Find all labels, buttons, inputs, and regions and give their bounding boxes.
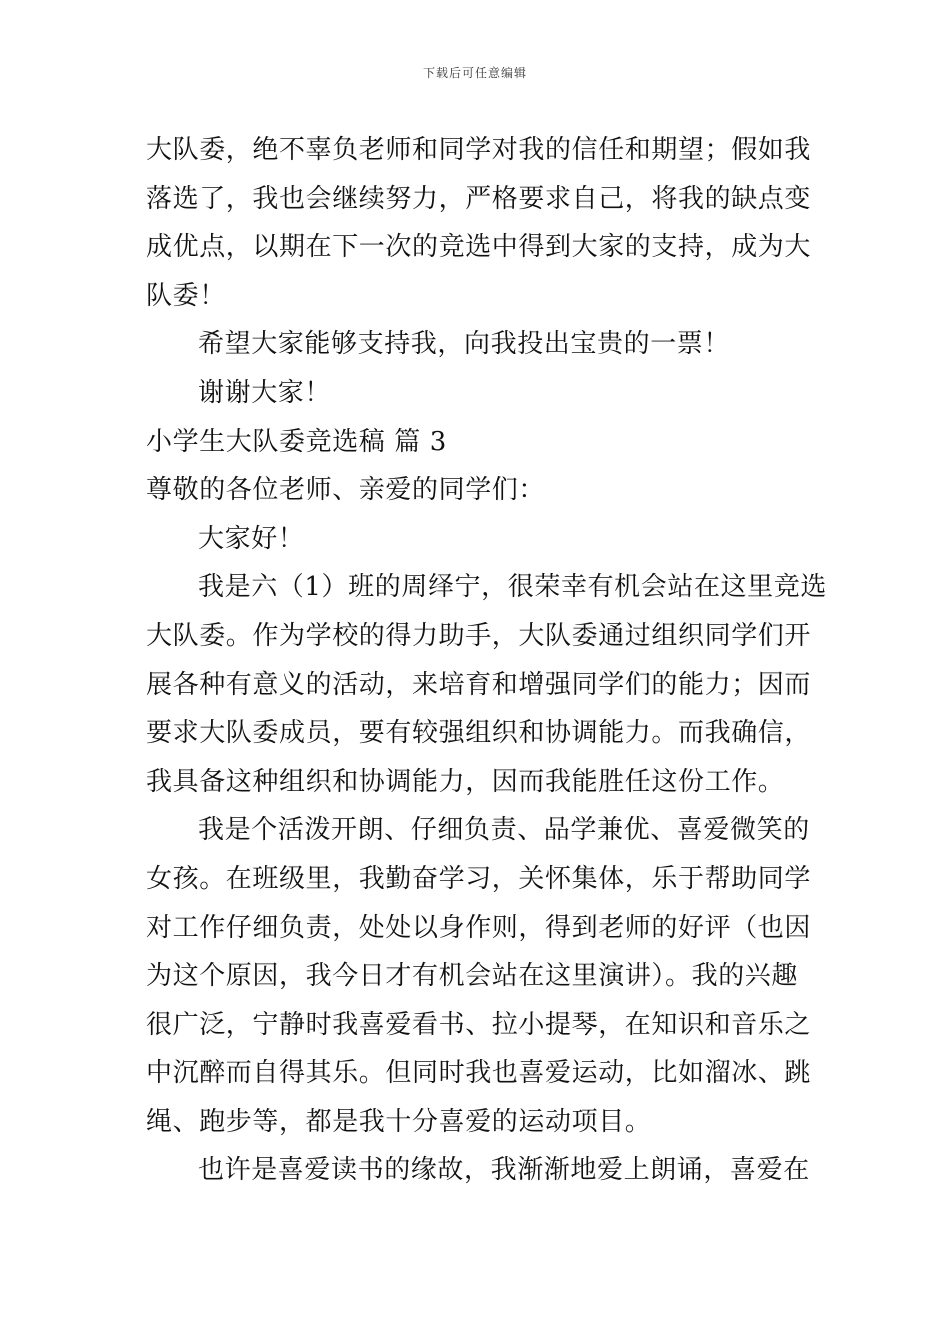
text-line: 要求大队委成员，要有较强组织和协调能力。而我确信， (146, 718, 812, 749)
page-header: 下载后可任意编辑 (422, 66, 527, 80)
text-line: 队委！ (146, 280, 226, 311)
text-line: 我具备这种组织和协调能力，因而我能胜任这份工作。 (146, 766, 785, 797)
document-body (146, 126, 827, 1195)
text-line: 希望大家能够支持我，向我投出宝贵的一票！ (198, 329, 731, 360)
text-line: 也许是喜爱读书的缘故，我渐渐地爱上朗诵，喜爱在 (198, 1155, 810, 1186)
salutation: 尊敬的各位老师、亲爱的同学们： (146, 475, 546, 506)
section-heading: 小学生大队委竞选稿 篇 3 (146, 426, 447, 457)
text-line: 为这个原因，我今日才有机会站在这里演讲）。我的兴趣 (146, 961, 799, 992)
text-line: 大家好！ (198, 523, 305, 554)
text-line: 绳、跑步等，都是我十分喜爱的运动项目。 (146, 1106, 652, 1137)
text-line: 展各种有意义的活动，来培育和增强同学们的能力；因而 (146, 669, 812, 700)
text-line: 我是六（1）班的周绎宁，很荣幸有机会站在这里竞选 (198, 572, 827, 603)
text-line: 很广泛，宁静时我喜爱看书、拉小提琴，在知识和音乐之 (146, 1009, 812, 1040)
text-line: 对工作仔细负责，处处以身作则，得到老师的好评（也因 (146, 912, 812, 943)
text-line: 女孩。在班级里，我勤奋学习，关怀集体，乐于帮助同学 (146, 863, 812, 894)
text-line: 大队委，绝不辜负老师和同学对我的信任和期望；假如我 (146, 135, 812, 165)
text-line: 我是个活泼开朗、仔细负责、品学兼优、喜爱微笑的 (198, 815, 810, 846)
text-line: 大队委。作为学校的得力助手，大队委通过组织同学们开 (146, 620, 812, 651)
text-line: 中沉醉而自得其乐。但同时我也喜爱运动，比如溜冰、跳 (146, 1058, 812, 1089)
text-line: 谢谢大家！ (198, 377, 332, 408)
text-line: 成优点，以期在下一次的竞选中得到大家的支持，成为大 (146, 232, 812, 263)
text-line: 落选了，我也会继续努力，严格要求自己，将我的缺点变 (146, 183, 812, 214)
